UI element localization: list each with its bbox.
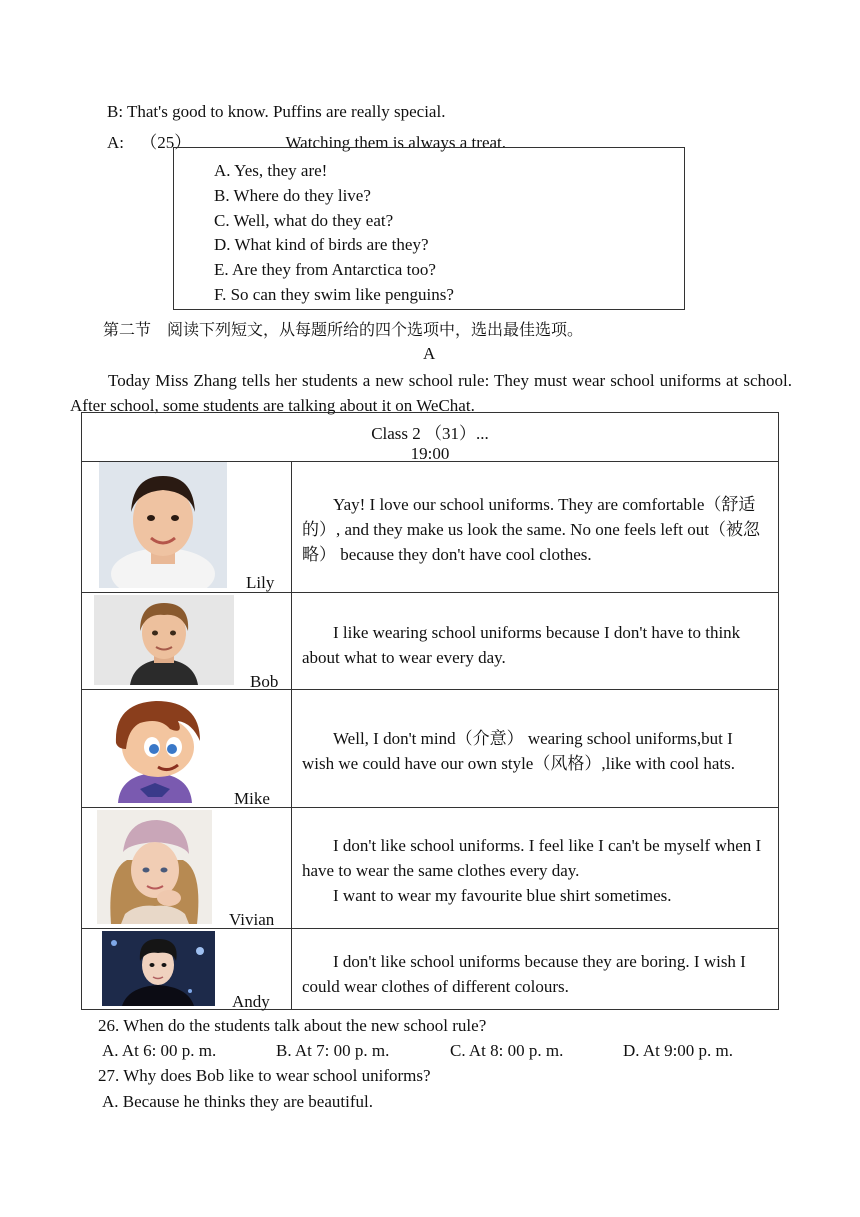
question-26-choices	[102, 1041, 802, 1063]
dialogue-b-line: B: That's good to know. Puffins are really special.	[107, 102, 446, 121]
option-c: C. Well, what do they eat?	[214, 211, 394, 230]
dialogue-a-text: Watching them is always a treat.	[285, 133, 507, 152]
section-title: 第二节 阅读下列短文，从每题所给的四个选项中，选出最佳选项。	[103, 320, 584, 339]
option-e: E. Are they from Antarctica too?	[214, 260, 436, 279]
chat-row-mike	[82, 690, 778, 808]
student-name-vivian: Vivian	[229, 910, 275, 929]
student-name-lily: Lily	[246, 573, 275, 592]
question-27-stem: 27. Why does Bob like to wear school uniforms?	[98, 1066, 431, 1085]
message-text: I want to wear my favourite blue shirt sometimes.	[333, 886, 672, 905]
chat-row-andy	[82, 929, 778, 1010]
passage-intro: Today Miss Zhang tells her students a new school rule: They must wear school uniforms at school. After school, some students are talking about it on WeChat.	[70, 371, 792, 415]
option-f: F. So can they swim like penguins?	[214, 285, 454, 304]
choice-26-b[interactable]: B. At 7: 00 p. m.	[276, 1041, 390, 1060]
avatar-lily	[99, 462, 227, 588]
student-name-mike: Mike	[234, 789, 270, 808]
avatar-mike	[100, 693, 210, 803]
chat-row-lily	[82, 462, 778, 593]
avatar-andy	[102, 931, 215, 1006]
photo-cell	[82, 593, 292, 689]
message-mike	[302, 726, 768, 776]
student-name-andy: Andy	[232, 992, 270, 1011]
question-26-stem: 26. When do the students talk about the new school rule?	[98, 1016, 487, 1035]
avatar-vivian	[97, 810, 212, 924]
chat-row-bob	[82, 593, 778, 690]
message-bob	[302, 620, 768, 670]
message-text: Yay! I love our school uniforms. They are comfortable（舒适的）, and they make us look the same. No one feels left out（被忽略） because they don't have cool clothes.	[302, 495, 760, 564]
photo-cell	[82, 929, 292, 1010]
message-text: I like wearing school uniforms because I don't have to think about what to wear every day.	[302, 623, 741, 667]
message-andy	[302, 949, 768, 999]
options-box	[173, 147, 685, 310]
option-a: A. Yes, they are!	[214, 161, 328, 180]
choice-27-a[interactable]: A. Because he thinks they are beautiful.	[102, 1092, 373, 1111]
photo-cell	[82, 808, 292, 928]
avatar-bob	[94, 595, 234, 685]
chat-group-name: Class 2 （31）...	[371, 424, 489, 443]
answer-blank[interactable]	[197, 133, 281, 148]
photo-cell	[82, 690, 292, 807]
student-name-bob: Bob	[250, 672, 279, 691]
message-text: I don't like school uniforms because they are boring. I wish I could wear clothes of different colours.	[302, 952, 746, 996]
question-number-25: （25）	[140, 133, 192, 152]
photo-cell	[82, 462, 292, 592]
wechat-table	[81, 412, 779, 1010]
speaker-a: A:	[107, 133, 124, 152]
choice-26-a[interactable]: A. At 6: 00 p. m.	[102, 1041, 217, 1060]
message-text: I don't like school uniforms. I feel like I can't be myself when I have to wear the same clothes every day.	[302, 836, 762, 880]
message-vivian	[302, 833, 768, 908]
choice-26-d[interactable]: D. At 9:00 p. m.	[623, 1041, 734, 1060]
option-d: D. What kind of birds are they?	[214, 235, 429, 254]
passage-label: A	[423, 344, 436, 363]
chat-row-vivian	[82, 808, 778, 929]
choice-26-c[interactable]: C. At 8: 00 p. m.	[450, 1041, 564, 1060]
chat-header	[82, 412, 778, 462]
message-lily	[302, 492, 768, 567]
message-text: Well, I don't mind（介意） wearing school uniforms,but I wish we could have our own style（风格）,like with cool hats.	[302, 729, 735, 773]
option-b: B. Where do they live?	[214, 186, 371, 205]
chat-time: 19:00	[410, 444, 450, 463]
